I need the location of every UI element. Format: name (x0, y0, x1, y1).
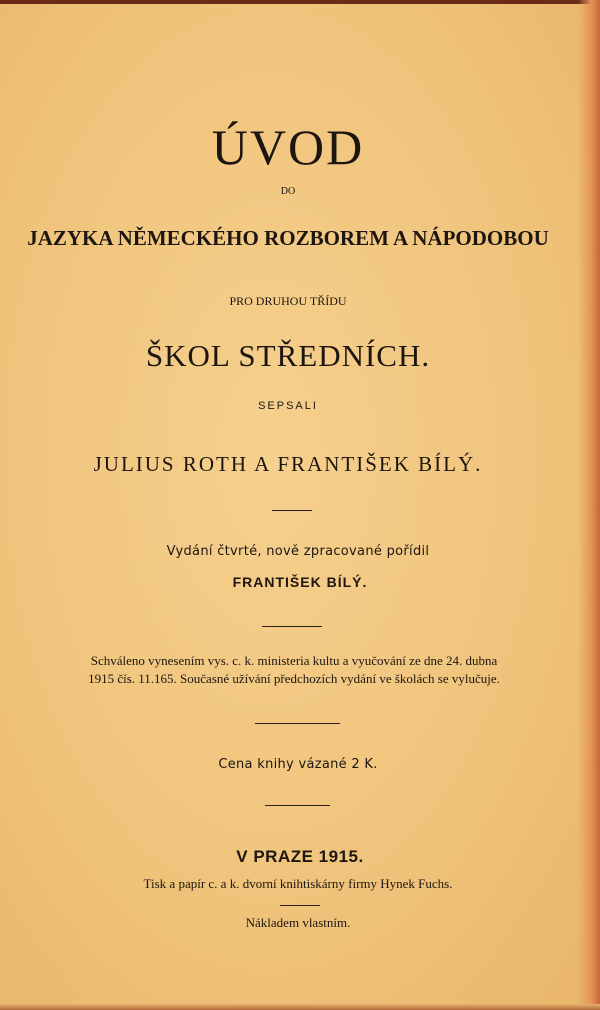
editor-name: FRANTIŠEK BÍLÝ. (232, 574, 368, 590)
edition-note: Vydání čtvrté, nově zpracované pořídil (166, 544, 430, 559)
price: Cena knihy vázané 2 K. (218, 757, 378, 772)
book-subtitle: JAZYKA NĚMECKÉHO ROZBOREM A NÁPODOBOU (27, 226, 549, 250)
authored-by-label: SEPSALI (258, 400, 318, 412)
publisher: Nákladem vlastním. (245, 915, 351, 930)
page-top-edge (0, 0, 600, 4)
approval-line-2: 1915 čís. 11.165. Současné užívání předchozích vydání ve školách se vylučuje. (88, 671, 500, 686)
divider (272, 510, 312, 511)
divider (255, 723, 340, 724)
target-class: PRO DRUHOU TŘÍDU (229, 294, 347, 308)
page-bottom-edge (0, 1004, 600, 1010)
target-schools: ŠKOL STŘEDNÍCH. (145, 338, 431, 373)
approval-line-1: Schváleno vynesením vys. c. k. ministeria kultu a vyučování ze dne 24. dubna (90, 653, 498, 668)
title-connector: DO (280, 186, 296, 197)
book-title: ÚVOD (211, 119, 365, 175)
printer: Tisk a papír c. a k. dvorní knihtiskárny firmy Hynek Fuchs. (143, 876, 453, 891)
divider (280, 905, 320, 906)
divider (265, 805, 330, 806)
place-year: V PRAZE 1915. (236, 847, 364, 866)
divider (262, 626, 322, 627)
authors: JULIUS ROTH A FRANTIŠEK BÍLÝ. (93, 452, 483, 476)
